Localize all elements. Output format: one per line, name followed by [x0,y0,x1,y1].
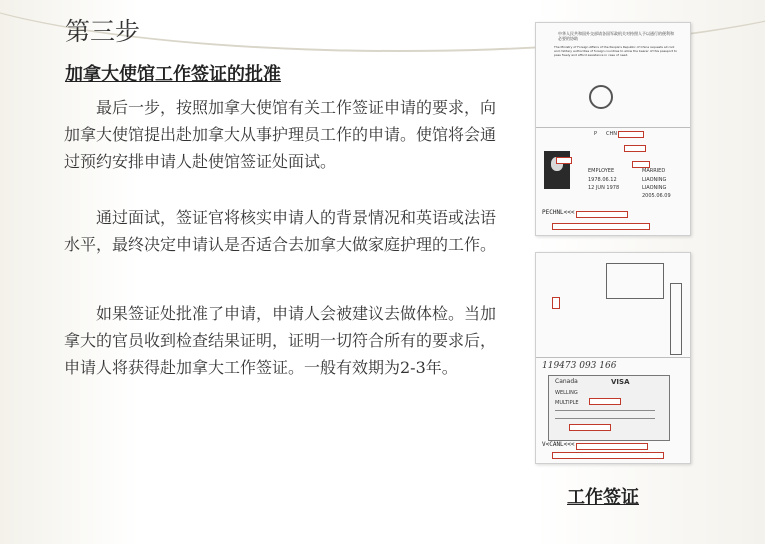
redaction-box [552,223,650,230]
visa-image [535,252,691,464]
visa-mrz: V<CANL<<< [542,441,575,448]
stamp-mark [670,283,682,355]
redaction-box [556,157,572,164]
visa-sticker [548,375,670,441]
page-fold [536,127,690,128]
image-caption: 工作签证 [567,487,639,508]
visa-field-1: WELLING [555,390,578,396]
visa-handwritten-number: 119473 093 166 [542,361,617,371]
passport-birth-date: 1978.06.12 [588,177,617,183]
page-fold [536,357,690,358]
redaction-box [569,424,611,431]
passport-place: LIAONING [642,177,667,183]
paragraph-interview: 通过面试，签证官将核实申请人的背景情况和英语或法语水平，最终决定申请认是否适合去加拿大做家庭护理的工作。 [64,208,497,254]
passport-code: CHN [606,131,617,137]
visa-field-2: MULTIPLE [555,400,579,406]
passport-header-en: The Ministry of Foreign Affairs of the People's Republic of China requests all civil and military authorities of foreign countries to allow the bearer of this passport to pass freely and afford assistance in case of need. [554,45,677,57]
redaction-box [552,452,664,459]
passport-mrz: PECHNL<<< [542,209,575,216]
paragraph-final-step: 最后一步，按照加拿大使馆有关工作签证申请的要求，向加拿大使馆提出赴加拿大从事护理员工作的申请。使馆将会通过预约安排申请人赴使馆签证处面试。 [64,98,497,171]
redaction-box [618,131,644,138]
national-emblem-icon [589,85,613,109]
passport-occupation: EMPLOYEE [588,168,615,174]
redaction-box [624,145,646,152]
redaction-box [576,211,628,218]
visa-country: Canada [555,378,578,385]
redaction-box [552,297,560,309]
passport-issue-date: 12 JUN 1978 [588,185,620,191]
stamp-mark [606,263,664,299]
passport-expiry: 2005.06.09 [642,193,671,199]
redaction-box [576,443,648,450]
redaction-box [632,161,650,168]
passport-image [535,22,691,236]
passport-place-2: LIAONING [642,185,667,191]
passport-status: MARRIED [642,168,666,174]
passport-type: P [594,131,598,137]
visa-line [555,418,655,419]
visa-line [555,410,655,411]
step-title: 第三步 [65,17,141,46]
visa-label: VISA [611,378,630,386]
passport-header-cn: 中华人民共和国外交部请各国军政机关对持照人予以通行的便利和必要的协助 [558,31,674,41]
section-title: 加拿大使馆工作签证的批准 [65,64,281,85]
paragraph-medical-visa: 如果签证处批准了申请，申请人会被建议去做体检。当加拿大的官员收到检查结果证明，证明一切符合所有的要求后， 申请人将获得赴加拿大工作签证。一般有效期为2-3年。 [64,304,497,377]
redaction-box [589,398,621,405]
